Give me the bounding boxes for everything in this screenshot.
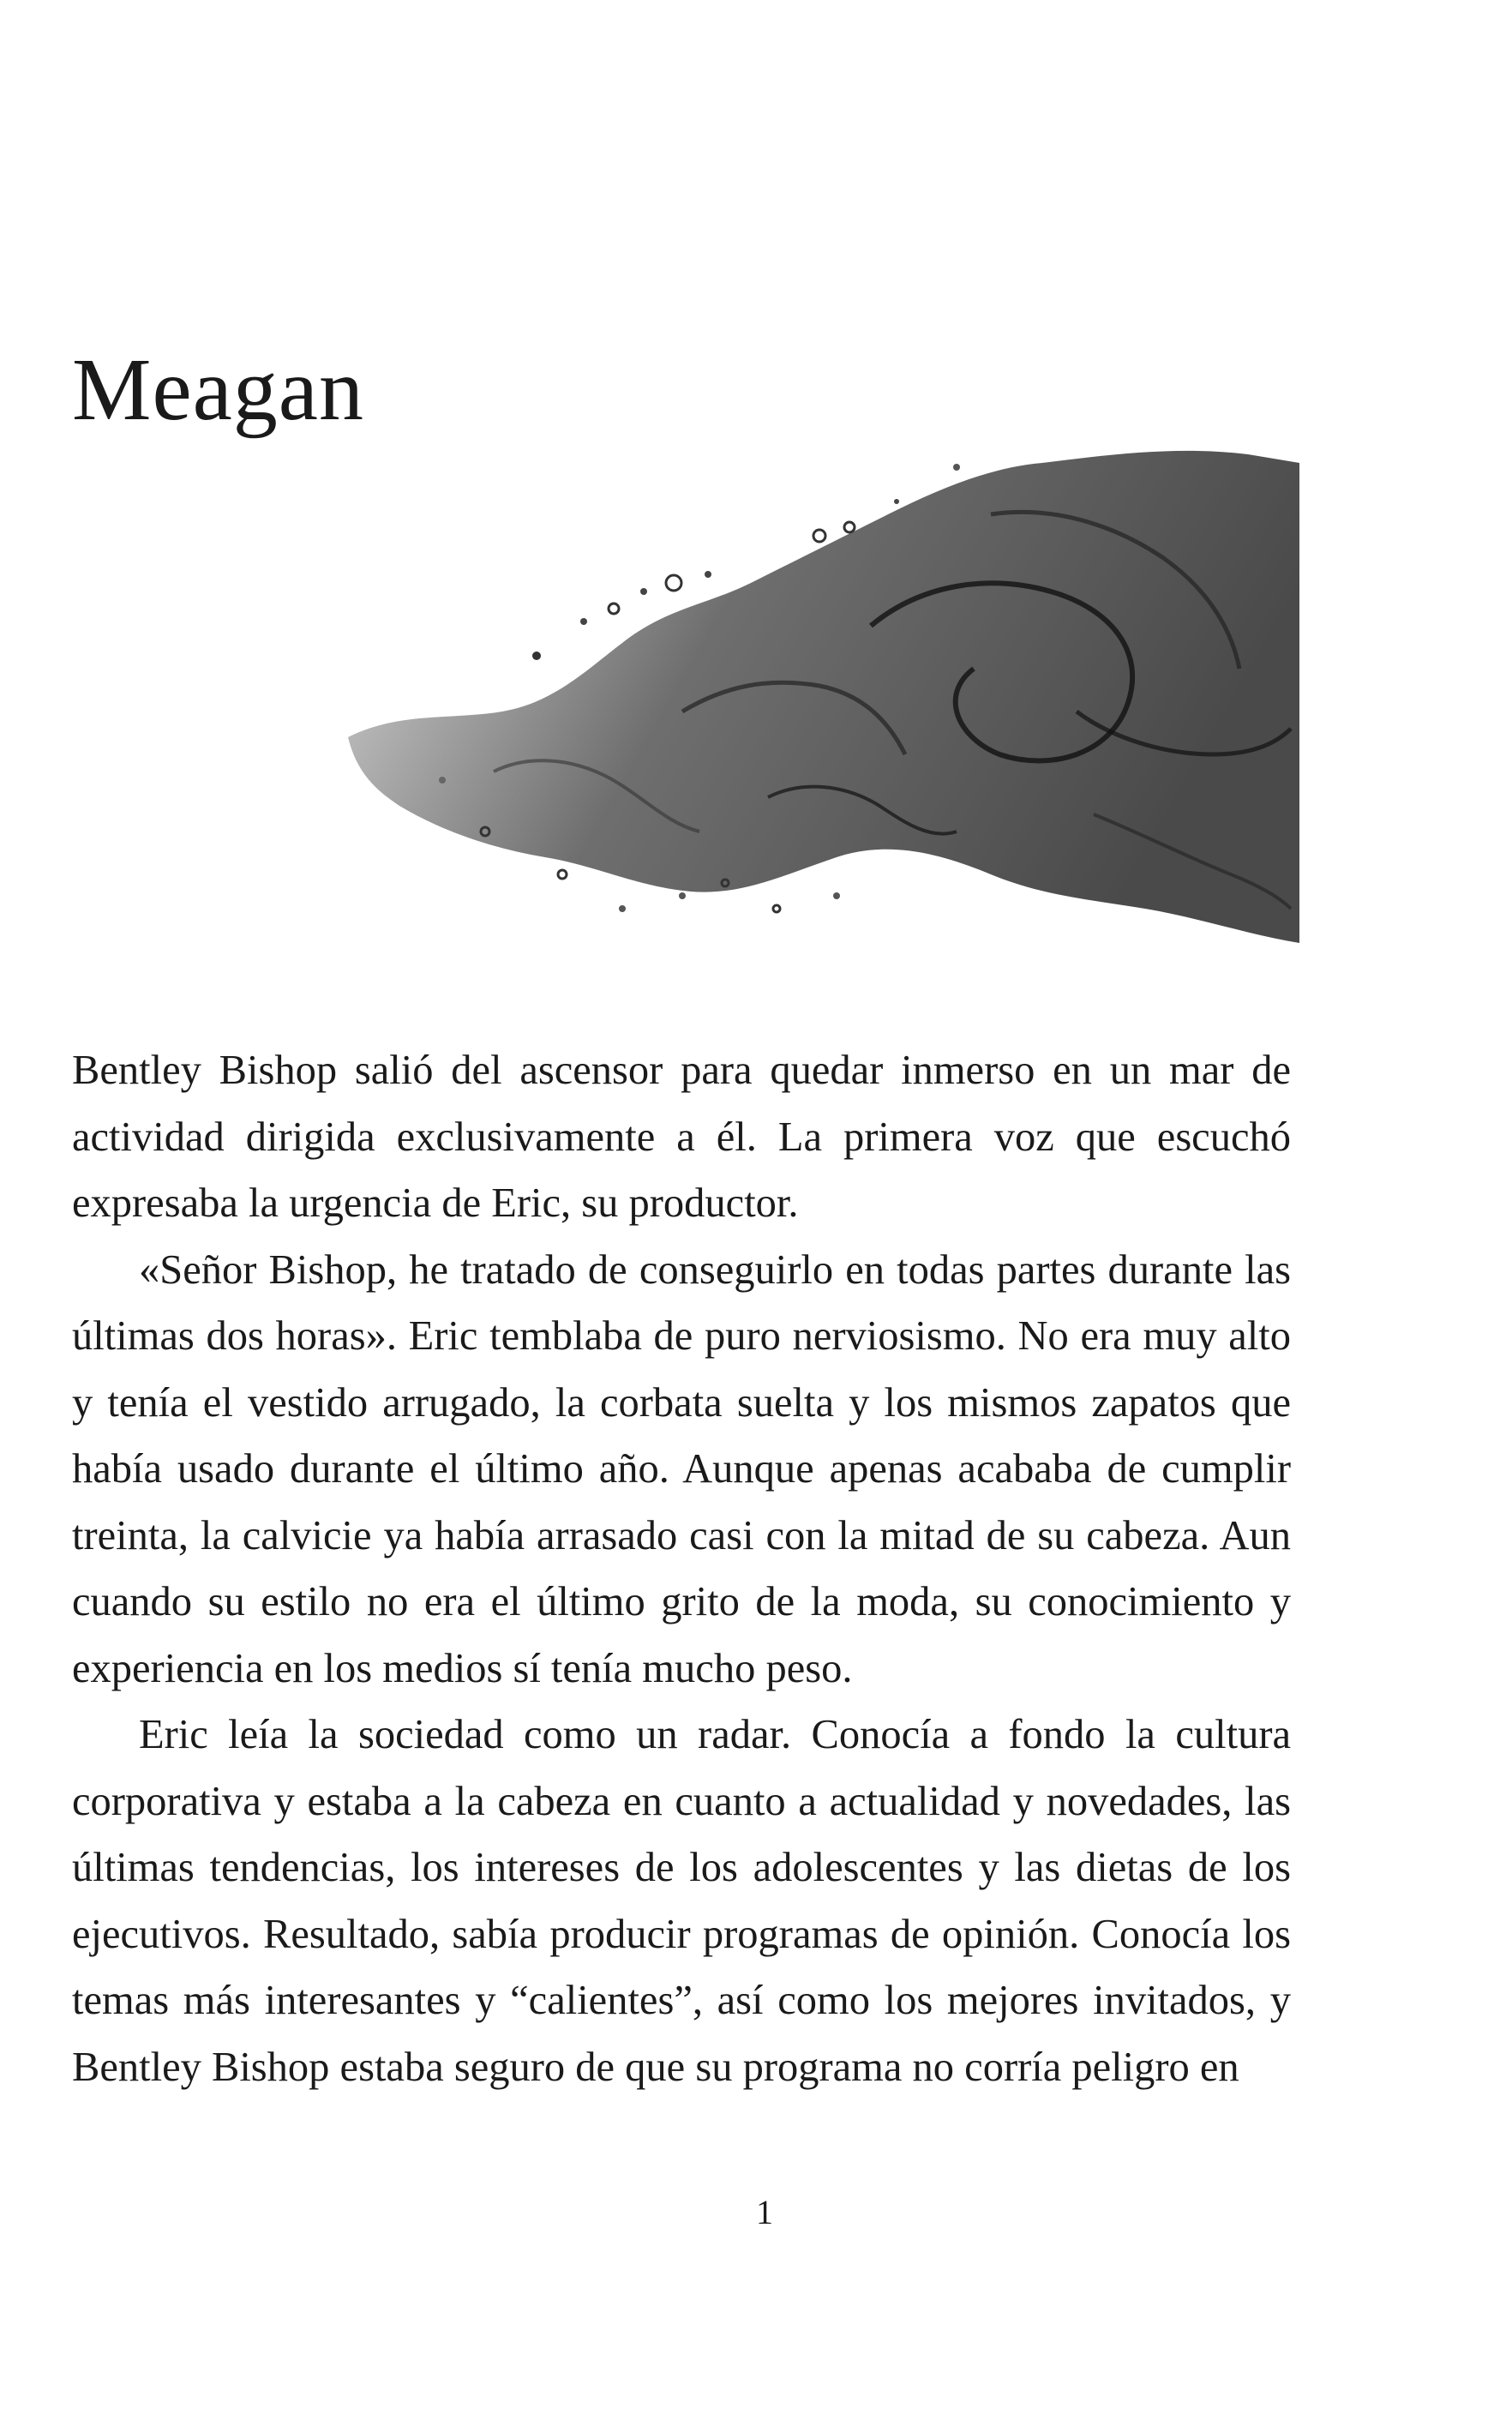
paragraph: «Señor Bishop, he tratado de conseguirlo en todas partes durante las últimas dos horas». Eric temblaba de puro nerviosismo. No era muy alto y tenía el vestido arrugado, la corbata suelta y los mismos zapatos que había usado durante el último año. Aunque apenas acababa de cumplir treinta, la calvicie ya había arrasado casi con la mitad de su cabeza. Aun cuando su estilo no era el último grito de la moda, su conocimiento y experiencia en los medios sí tenía mucho peso. <box>72 1246 1291 1691</box>
paragraph: Bentley Bishop salió del ascensor para quedar inmerso en un mar de actividad dirigida exclusivamente a él. La primera voz que escuchó expresaba la urgencia de Eric, su productor. <box>72 1048 1291 1226</box>
chapter-body <box>72 1037 1291 2100</box>
wave-illustration-icon <box>339 429 1299 960</box>
paragraph: Eric leía la sociedad como un radar. Conocía a fondo la cultura corporativa y estaba a la cabeza en cuanto a actualidad y novedades, las últimas tendencias, los intereses de los adolescentes y las dietas de los ejecutivos. Resultado, sabía producir programas de opinión. Conocía los temas más interesantes y “calientes”, así como los mejores invitados, y Bentley Bishop estaba seguro de que su programa no corría peligro en <box>72 1712 1291 2090</box>
page-number: 1 <box>756 2193 773 2231</box>
chapter-title: Meagan <box>72 340 364 439</box>
